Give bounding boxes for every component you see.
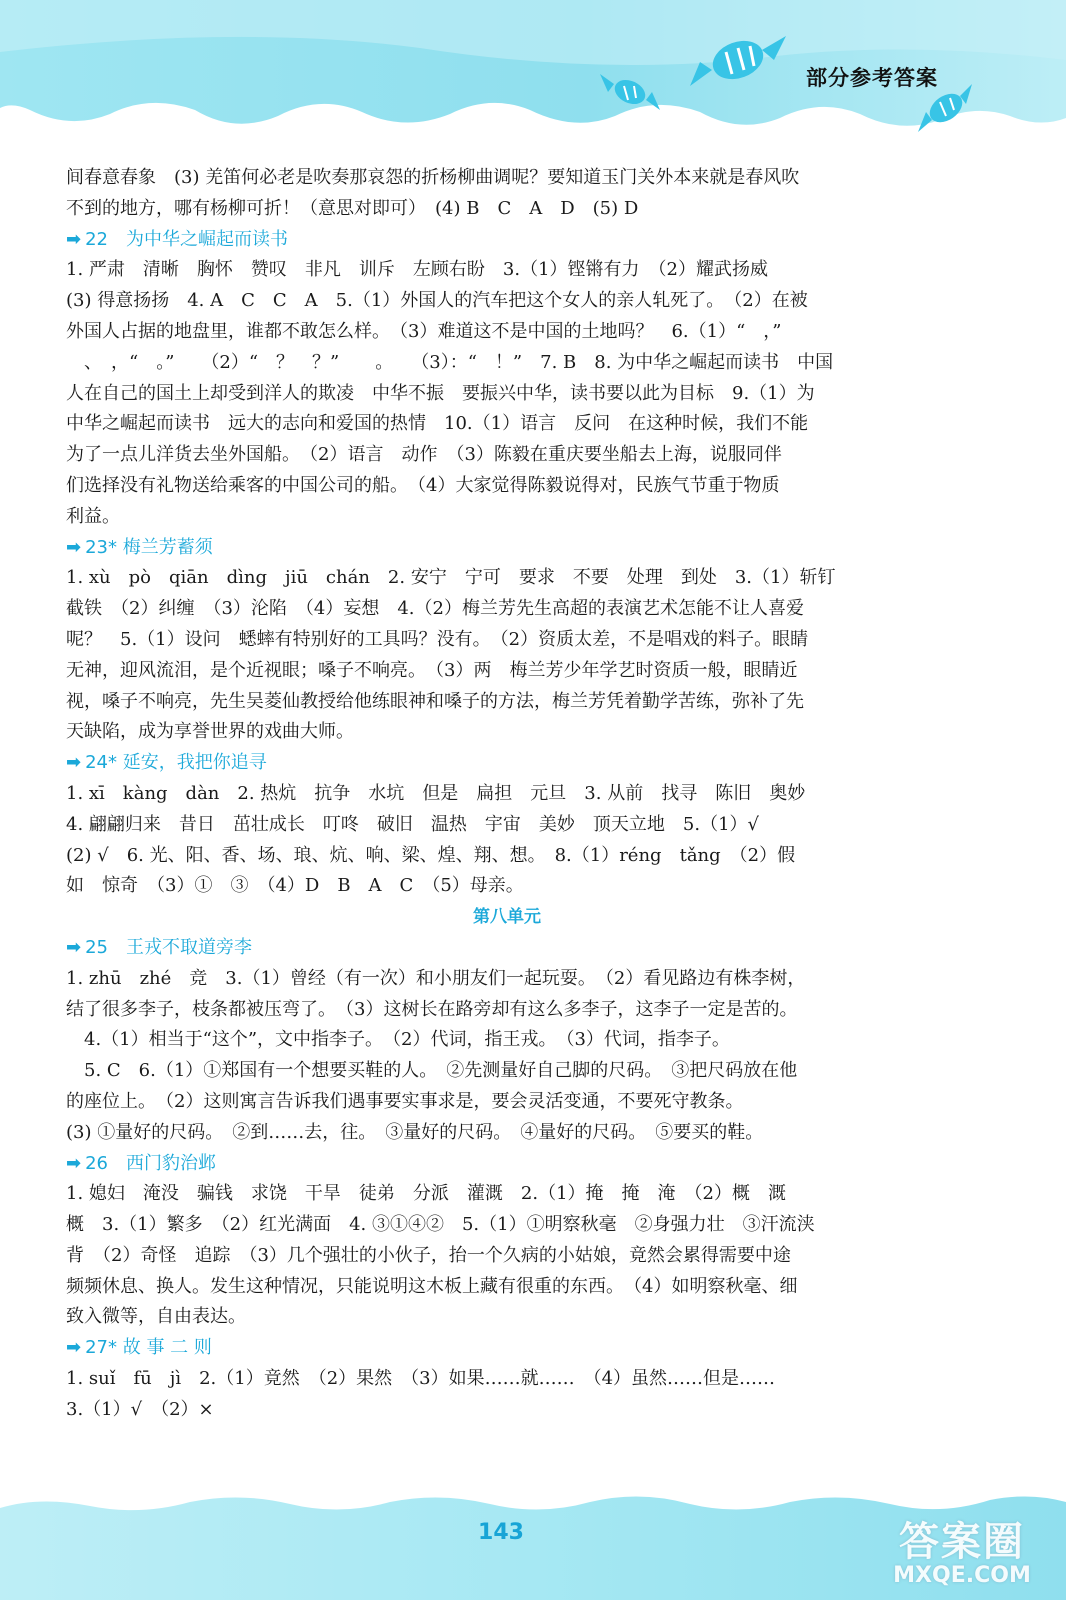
arrow-right-icon: ➡ [66, 228, 82, 250]
answer-line: 截铁 （2）纠缠 （3）沦陷 （4）妄想 4.（2）梅兰芳先生高超的表演艺术怎能不让人喜爱 [66, 598, 804, 620]
answer-line: 5. C 6.（1）①郑国有一个想要买鞋的人。 ②先测量好自己脚的尺码。 ③把尺码放在他 [66, 1060, 798, 1082]
answer-line: 1. suǐ fū jì 2.（1）竟然 （2）果然 （3）如果……就…… （4）虽然……但是…… [66, 1368, 776, 1390]
answer-line: 为了一点儿洋货去坐外国船。 （2）语言 动作 （3）陈毅在重庆要坐船去上海，说服同伴 [66, 444, 782, 466]
answer-content [66, 163, 948, 1426]
answer-line: 们选择没有礼物送给乘客的中国公司的船。 （4）大家觉得陈毅说得对，民族气节重于物质 [66, 474, 780, 496]
watermark-url: MXQE.COM [893, 1563, 1031, 1588]
answer-line: 视，嗓子不响亮，先生吴菱仙教授给他练眼神和嗓子的方法，梅兰芳凭着勤学苦练，弥补了先 [66, 690, 804, 712]
answer-line: (3) 得意扬扬 4. A C C A 5.（1）外国人的汽车把这个女人的亲人轧死了。 （2）在被 [66, 290, 808, 312]
answer-line: 背 （2）奇怪 追踪 （3）几个强壮的小伙子，抬一个久病的小姑娘，竟然会累得需要中途 [66, 1244, 791, 1266]
answer-line: 无神，迎风流泪，是个近视眼；嗓子不响亮。 （3）两 梅兰芳少年学艺时资质一般，眼睛近 [66, 659, 798, 681]
lesson-heading-text: 27* 故 事 二 则 [85, 1337, 212, 1359]
watermark-logo [872, 1520, 1052, 1588]
lesson-heading [66, 533, 948, 564]
answer-line: 1. 严肃 清晰 胸怀 赞叹 非凡 训斥 左顾右盼 3.（1）铿锵有力 （2）耀武扬威 [66, 259, 768, 281]
answer-line: 4.（1）相当于“这个”，文中指李子。 （2）代词，指王戎。 （3）代词，指李子。 [66, 1029, 730, 1051]
answer-line: 利益。 [66, 505, 120, 527]
arrow-right-icon: ➡ [66, 1337, 82, 1359]
answer-line: 3.（1）√ （2）× [66, 1398, 214, 1420]
answer-line: 1. xī kàng dàn 2. 热炕 抗争 水坑 但是 扁担 元旦 3. 从前 找寻 陈旧 奥妙 [66, 782, 806, 804]
answer-line: 4. 翩翩归来 昔日 茁壮成长 叮咚 破旧 温热 宇宙 美妙 顶天立地 5.（1）√ [66, 813, 759, 835]
lesson-heading [66, 225, 948, 256]
lesson-heading [66, 1149, 948, 1180]
page-header-title: 部分参考答案 [806, 66, 938, 90]
arrow-right-icon: ➡ [66, 1152, 82, 1174]
arrow-right-icon: ➡ [66, 936, 82, 958]
answer-line: 天缺陷，成为享誉世界的戏曲大师。 [66, 721, 354, 743]
answer-line: (3) ①量好的尺码。 ②到……去，往。 ③量好的尺码。 ④量好的尺码。 ⑤要买的鞋。 [66, 1121, 764, 1143]
answer-line: 1. zhū zhé 竞 3.（1）曾经（有一次）和小朋友们一起玩耍。 （2）看见路边有株李树， [66, 967, 806, 989]
lesson-heading [66, 933, 948, 964]
arrow-right-icon: ➡ [66, 752, 82, 774]
lesson-heading-text: 22 为中华之崛起而读书 [85, 228, 288, 250]
lesson-heading-text: 24* 延安，我把你追寻 [85, 752, 267, 774]
answer-line: 外国人占据的地盘里，谁都不敢怎么样。 （3）难道这不是中国的土地吗？ 6.（1）“ ，” [66, 320, 782, 342]
answer-line: 不到的地方，哪有杨柳可折！（意思对即可） (4) B C A D (5) D [66, 197, 639, 219]
answer-line: 的座位上。 （2）这则寓言告诉我们遇事要实事求是，要会灵活变通，不要死守教条。 [66, 1090, 744, 1112]
answer-line: 结了很多李子，枝条都被压弯了。 （3）这树长在路旁却有这么多李子，这李子一定是苦的。 [66, 998, 798, 1020]
answer-line: 频频休息、换人。发生这种情况，只能说明这木板上藏有很重的东西。 （4）如明察秋毫、细 [66, 1275, 798, 1297]
lesson-heading-text: 25 王戎不取道旁李 [85, 936, 252, 958]
page-number: 143 [478, 1520, 524, 1545]
answer-line: 如 惊奇 （3）① ③ （4）D B A C （5）母亲。 [66, 875, 524, 897]
answer-line: (2) √ 6. 光、阳、香、场、琅、炕、响、梁、煌、翔、想。 8.（1）réng tǎng （2）假 [66, 844, 796, 866]
lesson-heading [66, 1333, 948, 1364]
answer-line: 间春意春象 (3) 羌笛何必老是吹奏那哀怨的折杨柳曲调呢？要知道玉门关外本来就是春风吹 [66, 167, 800, 188]
answer-line: 概 3.（1）繁多 （2）红光满面 4. ③①④② 5.（1）①明察秋毫 ②身强力壮 ③汗流浃 [66, 1214, 815, 1236]
lesson-heading [66, 748, 948, 779]
lesson-heading-text: 26 西门豹治邺 [85, 1152, 216, 1174]
answer-line: 1. 媳妇 淹没 骗钱 求饶 干旱 徒弟 分派 灌溉 2.（1）掩 掩 淹 （2）概 溉 [66, 1183, 786, 1205]
answer-line: 呢？ 5.（1）设问 蟋蟀有特别好的工具吗？没有。 （2）资质太差，不是唱戏的料子。眼睛 [66, 628, 809, 650]
arrow-right-icon: ➡ [66, 536, 82, 558]
lesson-heading-text: 23* 梅兰芳蓄须 [85, 536, 213, 558]
answer-line: 、 ，“ 。” （2）“ ？ ？” 。 （3）：“ ！” 7. B 8. 为中华之崛起而读书 中国 [66, 351, 834, 373]
answer-line: 中华之崛起而读书 远大的志向和爱国的热情 10.（1）语言 反问 在这种时候，我们不能 [66, 413, 809, 435]
watermark-title: 答案圈 [899, 1519, 1025, 1565]
answer-line: 1. xù pò qiān dìng jiū chán 2. 安宁 宁可 要求 不要 处理 到处 3.（1）斩钉 [66, 567, 836, 589]
answer-line: 人在自己的国土上却受到洋人的欺凌 中华不振 要振兴中华，读书要以此为目标 9.（1）为 [66, 382, 815, 404]
unit-heading: 第八单元 [473, 907, 541, 928]
answer-line: 致入微等，自由表达。 [66, 1306, 246, 1328]
